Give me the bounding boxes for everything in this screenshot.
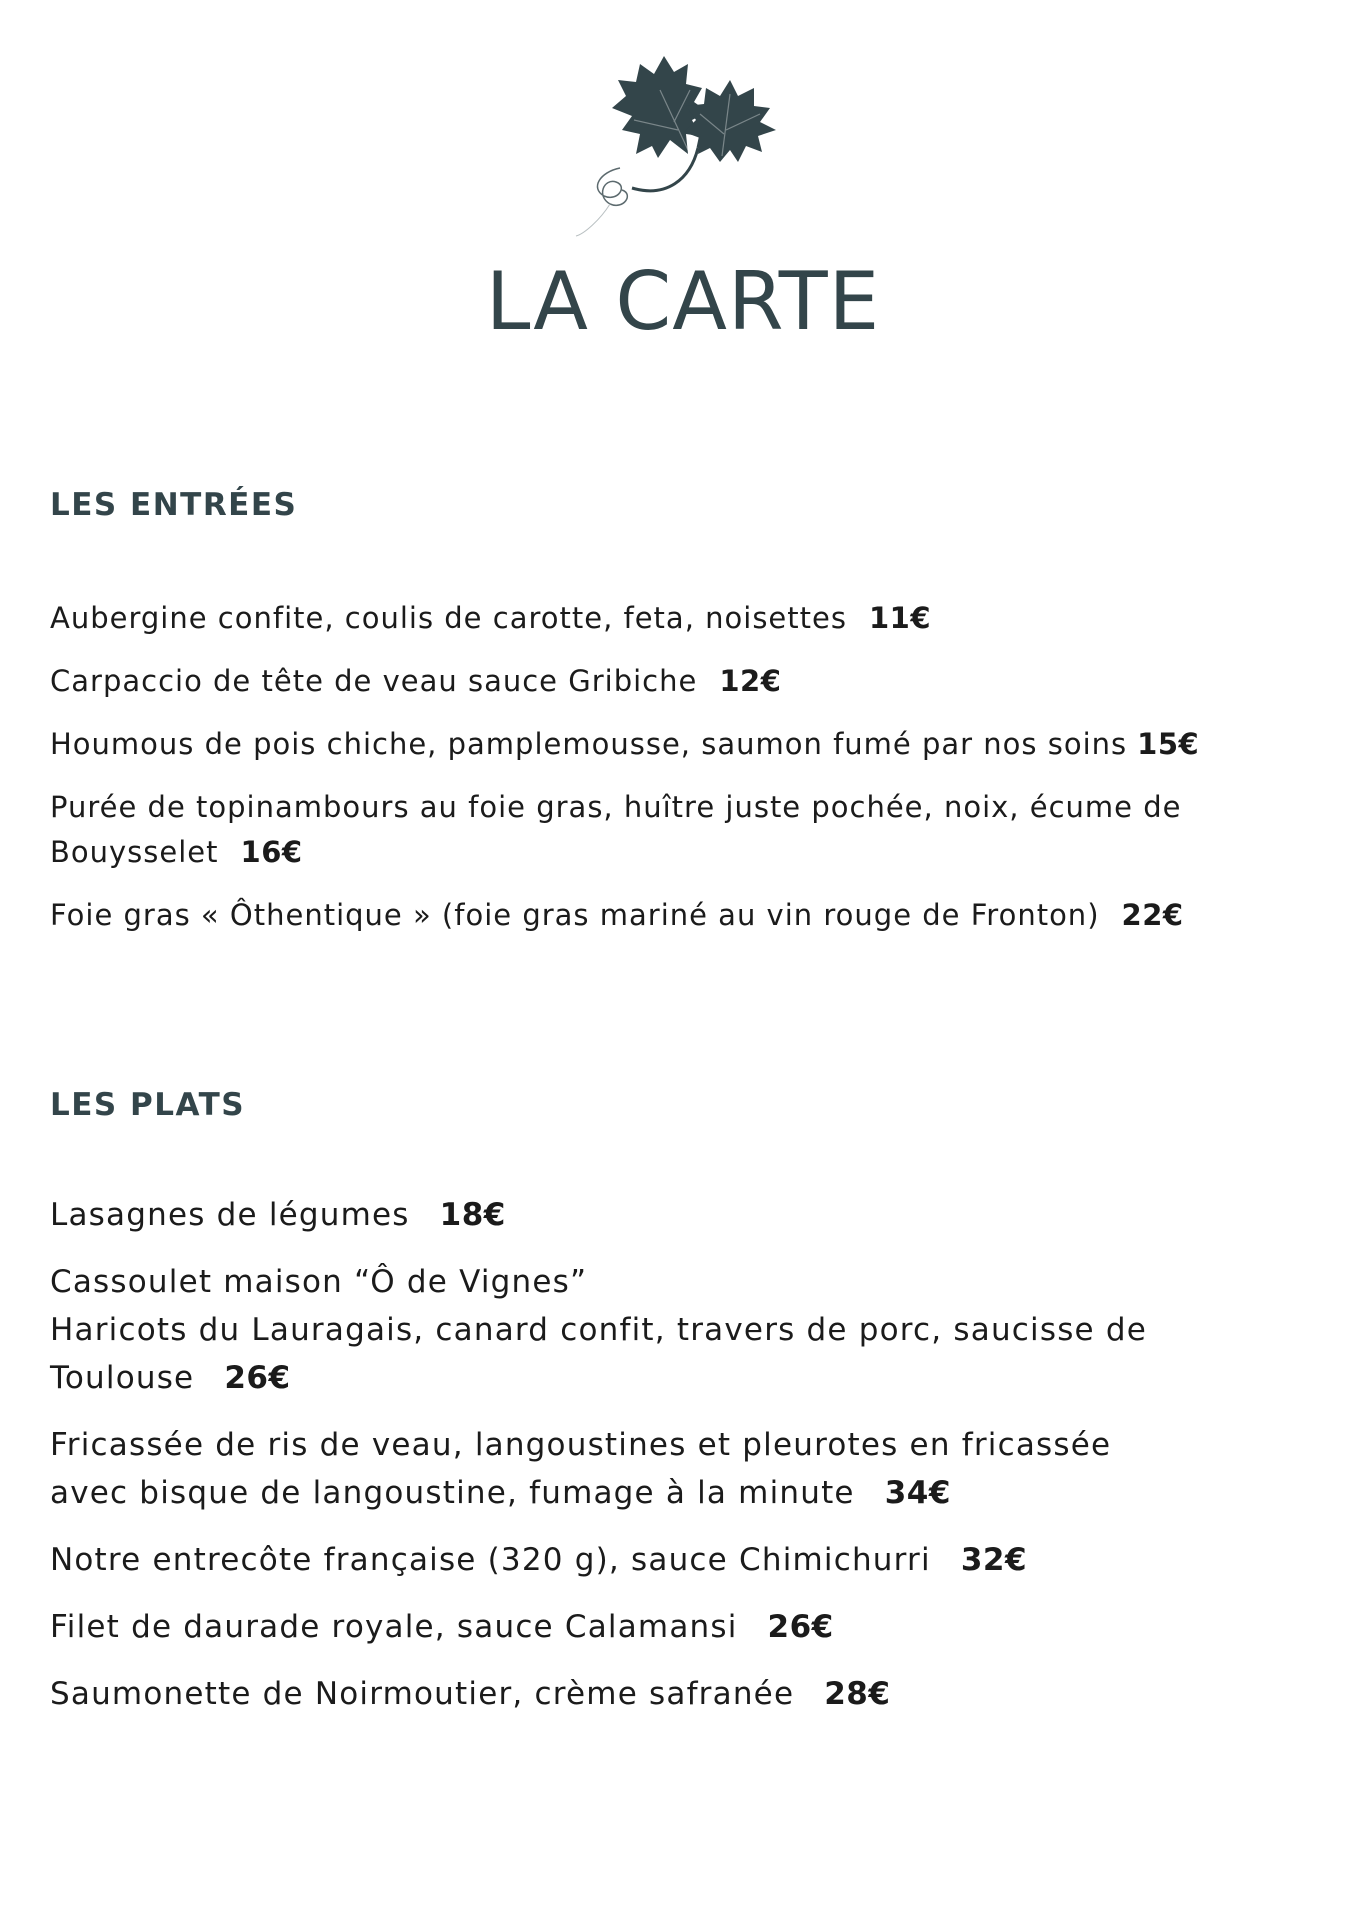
menu-item	[50, 596, 1320, 641]
entrees-section	[50, 487, 1320, 956]
menu-item-price: 26€	[224, 1360, 291, 1396]
menu-item-price: 11€	[868, 601, 932, 635]
entrees-list	[50, 596, 1320, 938]
menu-item	[50, 893, 1320, 938]
menu-item-name: Saumonette de Noirmoutier, crème safranée	[50, 1676, 795, 1712]
menu-item-price: 28€	[824, 1676, 891, 1712]
menu-item	[50, 659, 1320, 704]
menu-item	[50, 1536, 1320, 1584]
plats-section	[50, 1087, 1320, 1737]
page-title: LA CARTE	[485, 255, 881, 348]
menu-item-name: Filet de daurade royale, sauce Calamansi	[50, 1609, 738, 1645]
menu-item-price: 12€	[719, 664, 782, 698]
menu-item	[50, 1670, 1320, 1718]
menu-item	[50, 1421, 1320, 1517]
menu-item-name: Carpaccio de tête de veau sauce Gribiche	[50, 664, 698, 698]
menu-item-price: 18€	[439, 1197, 506, 1233]
menu-item-name: Lasagnes de légumes	[50, 1197, 410, 1233]
menu-item-name: Purée de topinambours au foie gras, huître juste pochée, noix, écume de Bouysselet	[50, 790, 1182, 869]
plats-heading: LES PLATS	[50, 1087, 246, 1123]
menu-item-name: Cassoulet maison “Ô de Vignes” Haricots du Lauragais, canard confit, travers de porc, saucisse de Toulouse	[50, 1264, 1148, 1396]
menu-item-name: Fricassée de ris de veau, langoustines et pleurotes en fricassée avec bisque de langoustine, fumage à la minute	[50, 1427, 1112, 1511]
menu-item	[50, 1191, 1320, 1239]
menu-item	[50, 1603, 1320, 1651]
menu-item-name: Aubergine confite, coulis de carotte, feta, noisettes	[50, 601, 847, 635]
menu-item-price: 26€	[767, 1609, 834, 1645]
entrees-heading: LES ENTRÉES	[50, 487, 298, 523]
menu-item-name: Houmous de pois chiche, pamplemousse, saumon fumé par nos soins	[50, 727, 1128, 761]
menu-item-price: 15€	[1137, 727, 1200, 761]
menu-item	[50, 1258, 1320, 1402]
menu-item-name: Notre entrecôte française (320 g), sauce Chimichurri	[50, 1542, 931, 1578]
grape-vine-leaves-icon	[570, 50, 810, 250]
menu-item-name: Foie gras « Ôthentique » (foie gras mariné au vin rouge de Fronton)	[50, 898, 1100, 932]
menu-item-price: 16€	[240, 835, 303, 869]
menu-item-price: 22€	[1121, 898, 1184, 932]
menu-item-price: 34€	[884, 1475, 951, 1511]
plats-list	[50, 1191, 1320, 1718]
menu-item	[50, 722, 1320, 767]
menu-item	[50, 785, 1320, 875]
menu-item-price: 32€	[960, 1542, 1028, 1578]
